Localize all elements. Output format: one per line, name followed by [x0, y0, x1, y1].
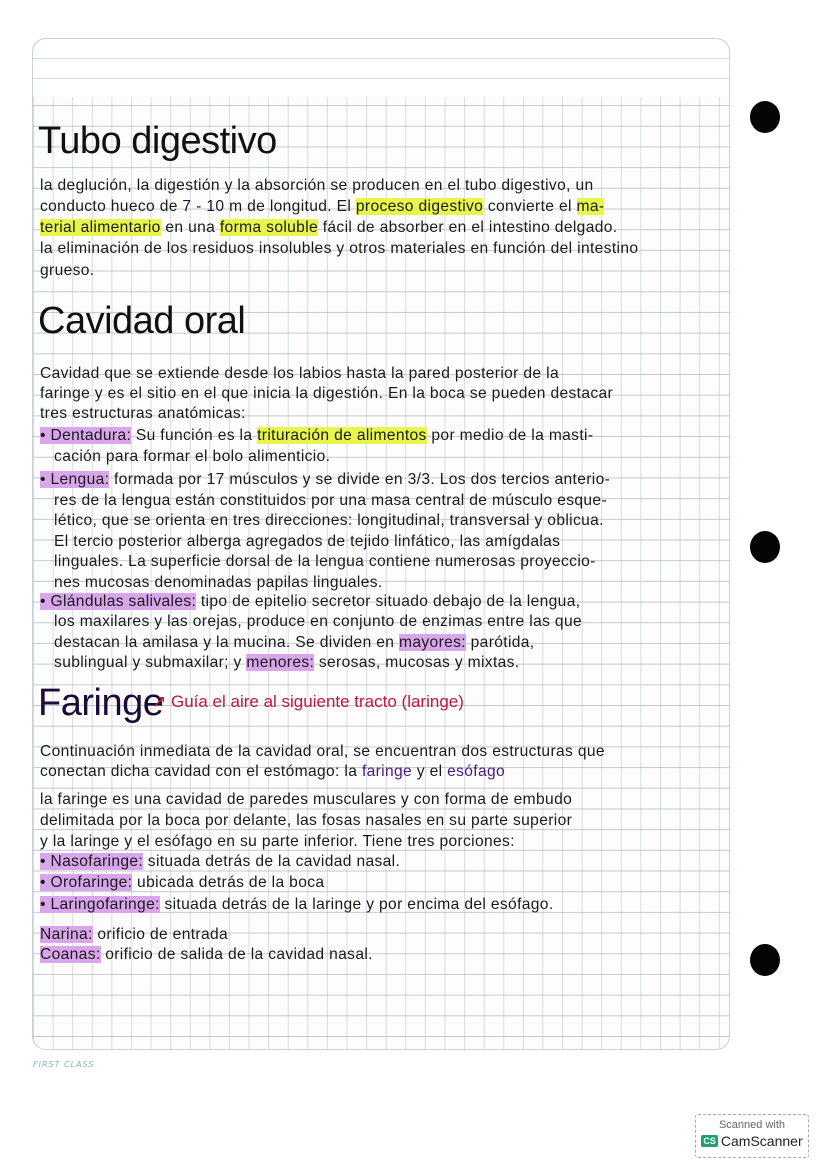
text-segment: serosas, mucosas y mixtas. [314, 654, 520, 671]
note-line [40, 612, 582, 632]
text-segment: orificio de entrada [92, 926, 229, 943]
note-line [40, 470, 610, 490]
text-segment: tres estructuras anatómicas: [40, 405, 246, 422]
note-line [40, 790, 572, 810]
note-line [40, 552, 596, 572]
note-line [40, 218, 617, 238]
highlight-purple: mayores: [399, 634, 466, 651]
note-line [40, 197, 604, 217]
section-heading: Faringe [38, 682, 164, 724]
text-segment: conectan dicha cavidad con el estómago: la [40, 763, 362, 780]
highlight-purple: Narina: [40, 926, 93, 943]
highlight-yellow: forma soluble [219, 219, 319, 236]
text-segment: orificio de salida de la cavidad nasal. [100, 946, 373, 963]
notebook-brand: FIRST CLASS [33, 1060, 95, 1069]
faringe-annotation: ↗ Guía el aire al siguiente tracto (laringe) [152, 692, 464, 711]
text-segment: situada detrás de la cavidad nasal. [143, 853, 401, 870]
highlight-purple: • Glándulas salivales: [40, 593, 197, 610]
note-line [40, 633, 535, 653]
highlight-purple: • Lengua: [40, 471, 110, 488]
note-line [40, 592, 580, 612]
text-segment: convierte el [483, 198, 577, 215]
text-segment: formada por 17 músculos y se divide en 3/3. Los dos tercios anterio- [109, 471, 611, 488]
text-segment: fácil de absorber en el intestino delgado. [318, 219, 618, 236]
text-segment: en una [160, 219, 220, 236]
text-segment: linguales. La superficie dorsal de la lengua contiene numerosas proyeccio- [40, 553, 596, 570]
text-segment: la faringe es una cavidad de paredes musculares y con forma de embudo [40, 791, 573, 808]
text-segment: delimitada por la boca por delante, las fosas nasales en su parte superior [40, 812, 573, 829]
page-header-area [32, 38, 730, 97]
highlight-yellow: terial alimentario [40, 219, 161, 236]
highlight-purple: menores: [246, 654, 315, 671]
note-line [40, 832, 515, 852]
camscanner-label: CamScanner [720, 1133, 803, 1149]
highlight-purple: • Nasofaringe: [40, 853, 144, 870]
note-line [40, 925, 228, 945]
text-segment: sublingual y submaxilar; y [40, 654, 247, 671]
note-line [40, 852, 400, 872]
text-segment: destacan la amilasa y la mucina. Se dividen en [40, 634, 400, 651]
text-segment: faringe y es el sitio en el que inicia la digestión. En la boca se pueden destacar [40, 385, 614, 402]
note-line [40, 404, 246, 424]
highlight-purple: Coanas: [40, 946, 101, 963]
text-segment: lético, que se orienta en tres direcciones: longitudinal, transversal y oblicua. [40, 512, 604, 529]
binder-hole [750, 101, 780, 133]
highlight-purple: • Laringofaringe: [40, 896, 160, 913]
note-line [40, 573, 383, 593]
note-line [40, 447, 330, 467]
note-line [40, 895, 554, 915]
text-segment: la deglución, la digestión y la absorción se producen en el tubo digestivo, un [40, 177, 594, 194]
text-segment: res de la lengua están constituidos por una masa central de músculo esque- [40, 492, 607, 509]
camscanner-logo-icon: CS [703, 1136, 716, 1146]
section-heading: Tubo digestivo [38, 120, 277, 162]
text-segment: y la laringe y el esófago en su parte inferior. Tiene tres porciones: [40, 833, 515, 850]
note-line [40, 873, 324, 893]
highlight-yellow: ma- [576, 198, 605, 215]
text-segment: por medio de la masti- [426, 427, 594, 444]
text-segment: y el [412, 763, 448, 780]
note-line [40, 532, 560, 552]
note-line [40, 261, 94, 281]
binder-hole [750, 944, 780, 976]
text-segment: El tercio posterior alberga agregados de tejido linfático, las amígdalas [40, 533, 561, 550]
note-line [40, 426, 593, 446]
note-line [40, 653, 519, 673]
highlight-yellow: proceso digestivo [355, 198, 484, 215]
note-line [40, 945, 373, 965]
note-line [40, 811, 572, 831]
note-line [40, 176, 594, 196]
text-segment: situada detrás de la laringe y por encima del esófago. [159, 896, 554, 913]
scanned-with-label: Scanned with [718, 1119, 786, 1131]
text-segment: la eliminación de los residuos insolubles y otros materiales en función del intestino [40, 240, 639, 257]
note-line [40, 364, 559, 384]
highlight-purple: • Dentadura: [40, 427, 132, 444]
note-line [40, 384, 613, 404]
highlight-purple: • Orofaringe: [40, 874, 133, 891]
text-segment: los maxilares y las orejas, produce en conjunto de enzimas entre las que [40, 613, 582, 630]
highlight-yellow: trituración de alimentos [257, 427, 427, 444]
text-segment: ubicada detrás de la boca [132, 874, 325, 891]
note-line [40, 742, 605, 762]
section-heading: Cavidad oral [38, 300, 246, 342]
text-segment: conducto hueco de 7 - 10 m de longitud. El [40, 198, 356, 215]
text-segment: Cavidad que se extiende desde los labios hasta la pared posterior de la [40, 365, 559, 382]
text-segment: faringe [361, 763, 413, 780]
text-segment: Su función es la [131, 427, 258, 444]
text-segment: parótida, [465, 634, 535, 651]
text-segment: grueso. [40, 262, 95, 279]
text-segment: Continuación inmediata de la cavidad oral, se encuentran dos estructuras que [40, 743, 605, 760]
note-line [40, 762, 505, 782]
note-line [40, 239, 638, 259]
note-line [40, 511, 604, 531]
text-segment: cación para formar el bolo alimenticio. [40, 448, 331, 465]
camscanner-watermark [695, 1114, 809, 1158]
text-segment: esófago [447, 763, 506, 780]
binder-hole [750, 531, 780, 563]
note-line [40, 491, 607, 511]
text-segment: tipo de epitelio secretor situado debajo de la lengua, [196, 593, 581, 610]
text-segment: nes mucosas denominadas papilas linguales. [40, 574, 383, 591]
